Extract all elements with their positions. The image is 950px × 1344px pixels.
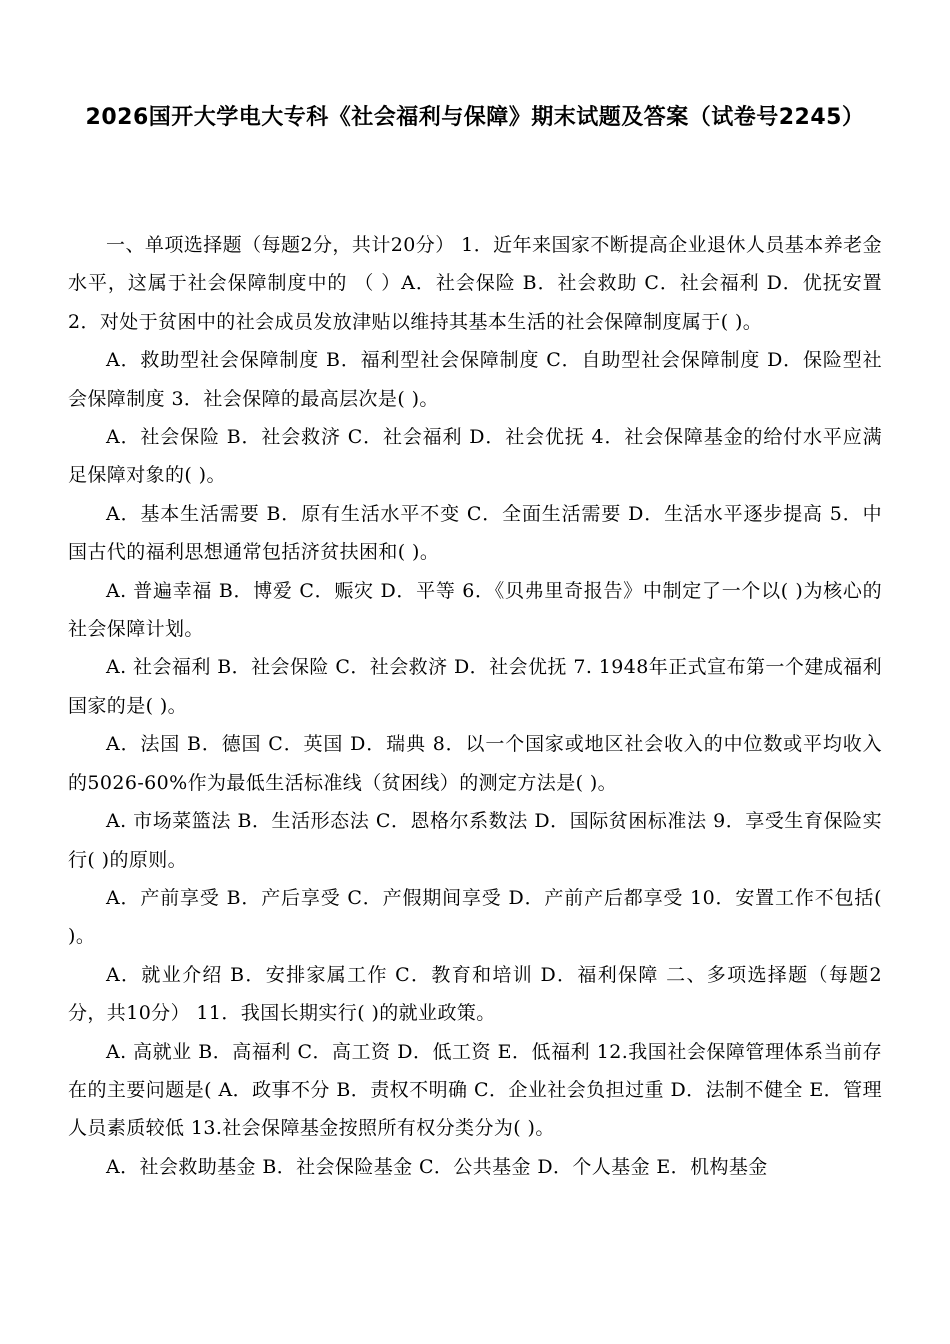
paragraph-11: A. 高就业 B．高福利 C．高工资 D．低工资 E．低福利 12.我国社会保障管理体系当前存在的主要问题是( A．政事不分 B．责权不明确 C．企业社会负担过重 D．法制不健全 E．管理人员素质较低 13.社会保障基金按照所有权分类分为( )。 xyxy=(68,1040,882,1140)
document-title: 2026国开大学电大专科《社会福利与保障》期末试题及答案（试卷号2245） xyxy=(85,105,865,130)
paragraph-3: A．社会保险 B．社会救济 C．社会福利 D．社会优抚 4．社会保障基金的给付水平应满足保障对象的( )。 xyxy=(68,426,882,487)
paragraph-5: A. 普遍幸福 B．博爱 C．赈灾 D．平等 6．《贝弗里奇报告》中制定了一个以( )为核心的社会保障计划。 xyxy=(68,579,882,641)
paragraph-1: 一、单项选择题（每题2分，共计20分） 1．近年来国家不断提高企业退休人员基本养老金水平，这属于社会保障制度中的 （ ）A．社会保险 B．社会救助 C．社会福利 D．优抚安置 2．对处于贫困中的社会成员发放津贴以维持其基本生活的社会保障制度属于( )。 xyxy=(68,234,882,333)
paragraph-8: A. 市场菜篮法 B．生活形态法 C．恩格尔系数法 D．国际贫困标准法 9．享受生育保险实行( )的原则。 xyxy=(68,810,882,871)
paragraph-6: A. 社会福利 B．社会保险 C．社会救济 D．社会优抚 7. 1948年正式宣布第一个建成福利国家的是( )。 xyxy=(68,656,882,717)
paragraph-12: A．社会救助基金 B．社会保险基金 C．公共基金 D．个人基金 E．机构基金 xyxy=(106,1155,768,1178)
document-body xyxy=(68,226,882,1186)
paragraph-9: A．产前享受 B．产后享受 C．产假期间享受 D．产前产后都享受 10．安置工作不包括( )。 xyxy=(68,886,882,948)
paragraph-10: A．就业介绍 B．安排家属工作 C．教育和培训 D．福利保障 二、多项选择题（每题2分，共10分） 11．我国长期实行( )的就业政策。 xyxy=(68,963,882,1025)
paragraph-7: A．法国 B．德国 C．英国 D．瑞典 8．以一个国家或地区社会收入的中位数或平均收入的5026-60%作为最低生活标准线（贫困线）的测定方法是( )。 xyxy=(68,733,882,794)
paragraph-2: A．救助型社会保障制度 B．福利型社会保障制度 C．自助型社会保障制度 D．保险型社会保障制度 3．社会保障的最高层次是( )。 xyxy=(68,349,882,410)
paragraph-4: A．基本生活需要 B．原有生活水平不变 C．全面生活需要 D．生活水平逐步提高 5．中国古代的福利思想通常包括济贫扶困和( )。 xyxy=(68,502,882,564)
